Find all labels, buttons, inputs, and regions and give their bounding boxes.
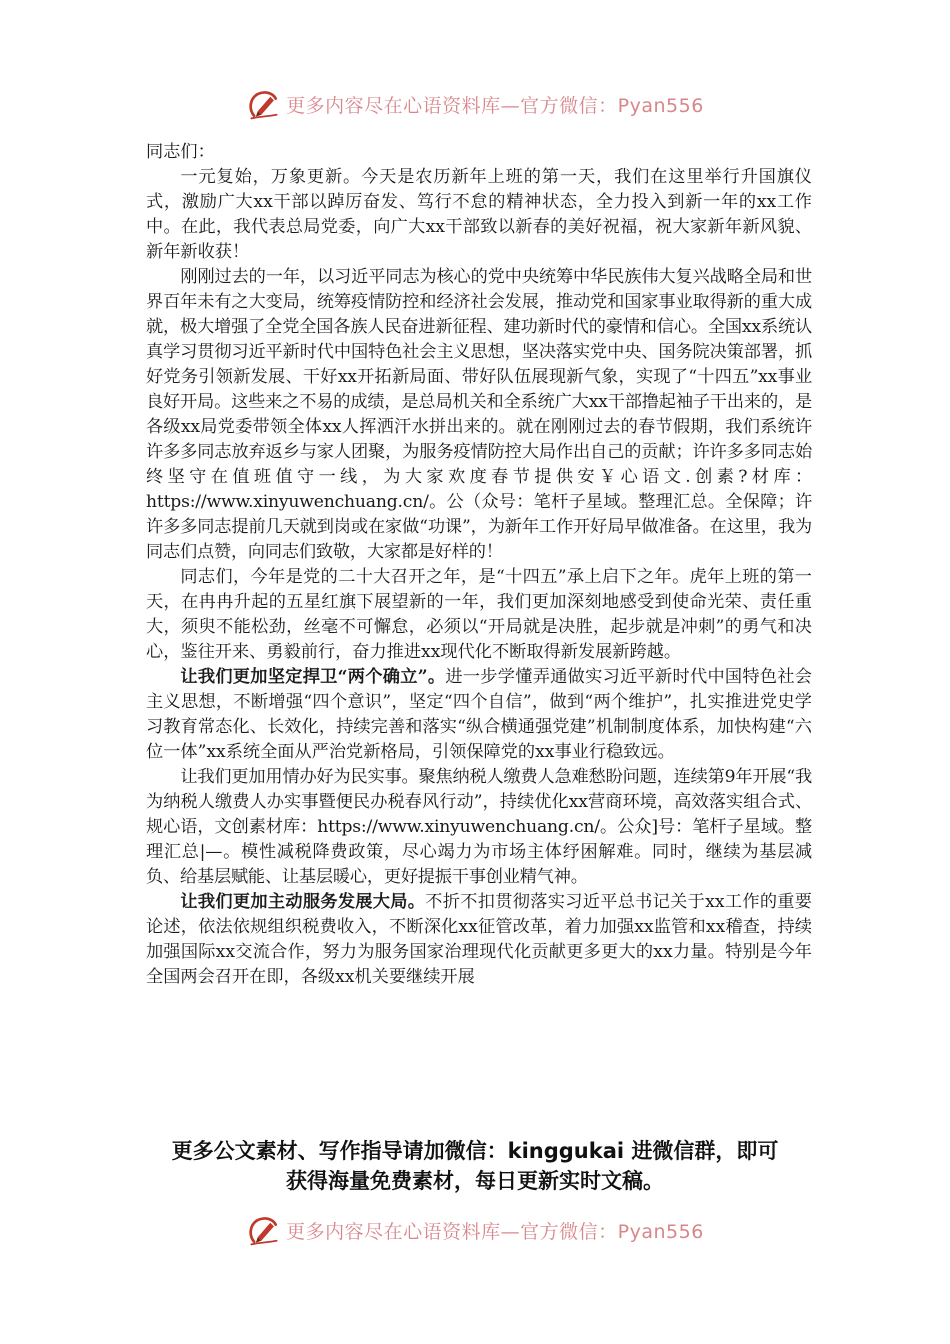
salutation: 同志们： — [146, 142, 215, 162]
paragraph-lead: 让我们更加坚定捍卫“两个确立”。 — [180, 667, 446, 687]
banner-slogan: 更多内容尽在心语资料库—官方微信： — [286, 1220, 618, 1243]
banner-slogan: 更多内容尽在心语资料库—官方微信： — [286, 94, 618, 117]
paragraph-3: 同志们，今年是党的二十大召开之年，是“十四五”承上启下之年。虎年上班的第一天，在冉冉升起的五星红旗下展望新的一年，我们更加深刻地感受到使命光荣、责任重大，须臾不能松劲，丝毫不可懈怠，必须以“开局就是决胜，起步就是冲刺”的勇气和决心，鉴往开来、勇毅前行，奋力推进xx现代化不断取得新发展新跨越。 — [146, 567, 812, 662]
paragraph-lead: 让我们更加主动服务发展大局。 — [180, 892, 426, 912]
wechat-id: Pyan556 — [617, 1220, 704, 1243]
paragraph-4: 让我们更加坚定捍卫“两个确立”。进一步学懂弄通做实习近平新时代中国特色社会主义思想，不断增强“四个意识”，坚定“四个自信”，做到“两个维护”，扎实推进党史学习教育常态化、长效化，持续完善和落实“纵合横通强党建”机制制度体系，加快构建“六位一体”xx系统全面从严治党新格局，引领保障党的xx事业行稳致远。 — [146, 667, 812, 762]
pen-logo-icon — [246, 86, 282, 122]
paragraph-2: 刚刚过去的一年，以习近平同志为核心的党中央统筹中华民族伟大复兴战略全局和世界百年未有之大变局，统筹疫情防控和经济社会发展，推动党和国家事业取得新的重大成就，极大增强了全党全国各族人民奋进新征程、建功新时代的豪情和信心。全国xx系统认真学习贯彻习近平新时代中国特色社会主义思想，坚决落实党中央、国务院决策部署，抓好党务引领新发展、干好xx开拓新局面、带好队伍展现新气象，实现了“十四五”xx事业良好开局。这些来之不易的成绩，是总局机关和全系统广大xx干部撸起袖子干出来的，是各级xx局党委带领全体xx人挥洒汗水拼出来的。就在刚刚过去的春节假期，我们系统许许多多同志放弃返乡与家人团聚，为服务疫情防控大局作出自己的贡献；许许多多同志始终坚守在值班值守一线，为大家欢度春节提供安￥心语文.创素?材库：https://www.xinyuwenchuang.cn/。公（众号：笔杆子星域。整理汇总。全保障；许许多多同志提前几天就到岗或在家做“功课”，为新年工作开好局早做准备。在这里，我为同志们点赞，向同志们致敬，大家都是好样的！ — [146, 267, 812, 562]
wechat-id: Pyan556 — [617, 94, 704, 117]
paragraph-5: 让我们更加用情办好为民实事。聚焦纳税人缴费人急难愁盼问题，连续第9年开展“我为纳税人缴费人办实事暨便民办税春风行动”，持续优化xx营商环境，高效落实组合式、规心语，文创素材库：https://www.xinyuwenchuang.cn/。公众]号：笔杆子星域。整理汇总|—。模性减税降费政策，尽心竭力为市场主体纾困解难。同时，继续为基层减负、给基层赋能、让基层暖心，更好提振干事创业精气神。 — [146, 767, 812, 887]
pen-logo-icon — [246, 1212, 282, 1248]
footer-banner — [0, 1210, 950, 1250]
paragraph-6: 让我们更加主动服务发展大局。不折不扣贯彻落实习近平总书记关于xx工作的重要论述，依法依规组织税费收入，不断深化xx征管改革，着力加强xx监管和xx稽查，持续加强国际xx交流合作，努力为服务国家治理现代化贡献更多更大的xx力量。特别是今年全国两会召开在即，各级xx机关要继续开展 — [146, 892, 812, 987]
document-body — [146, 140, 812, 990]
footer-note — [120, 1136, 830, 1196]
footer-note-line-1: 更多公文素材、写作指导请加微信：kinggukai 进微信群，即可 — [171, 1139, 779, 1163]
footer-note-line-2: 获得海量免费素材，每日更新实时文稿。 — [286, 1169, 664, 1193]
header-banner — [0, 84, 950, 124]
paragraph-1: 一元复始，万象更新。今天是农历新年上班的第一天，我们在这里举行升国旗仪式，激励广大xx干部以踔厉奋发、笃行不怠的精神状态，全力投入到新一年的xx工作中。在此，我代表总局党委，向广大xx干部致以新春的美好祝福，祝大家新年新风貌、新年新收获！ — [146, 167, 812, 262]
